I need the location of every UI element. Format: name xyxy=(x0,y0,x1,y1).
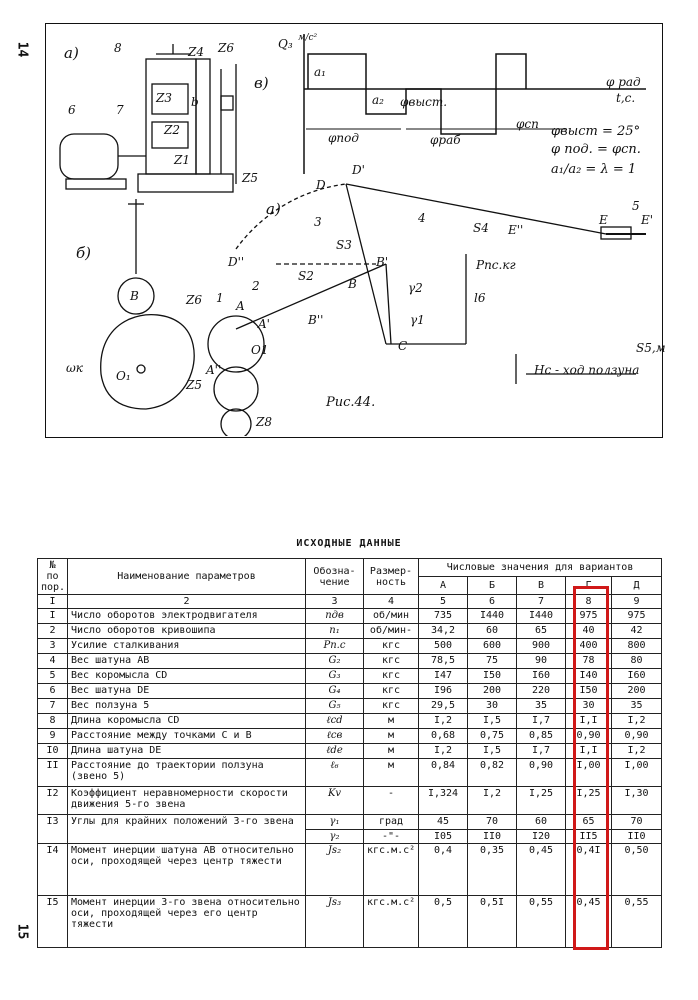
label-z2: Z2 xyxy=(164,123,180,137)
label-z4: Z4 xyxy=(188,45,204,59)
row-value: 900 xyxy=(517,639,566,654)
row-num: 8 xyxy=(38,714,68,729)
header-num: № по пор. xyxy=(38,559,68,595)
row-value: I,I xyxy=(566,744,612,759)
row-unit: кгс xyxy=(364,654,419,669)
graph-axis-units: м/с² xyxy=(298,33,318,43)
row-name: Вес шатуна DE xyxy=(68,684,306,699)
row-unit: кгс xyxy=(364,639,419,654)
row-symbol: G₃ xyxy=(306,669,364,684)
label-gamma1: γ1 xyxy=(410,313,425,327)
graph-a2: a₂ xyxy=(372,93,384,107)
row-unit: об/мин- xyxy=(364,624,419,639)
colnum-7: 7 xyxy=(517,595,566,609)
label-z3: Z3 xyxy=(156,91,172,105)
row-value: 0,90 xyxy=(517,759,566,787)
row-symbol: n₁ xyxy=(306,624,364,639)
panel-a-mech-label: а) xyxy=(266,200,281,218)
table-row xyxy=(38,669,662,684)
panel-a-top-label: а) xyxy=(64,44,79,62)
row-value: I05 xyxy=(419,830,468,844)
row-num: I5 xyxy=(38,896,68,948)
row-value: 35 xyxy=(517,699,566,714)
label-D2: D'' xyxy=(228,255,245,269)
row-value: 34,2 xyxy=(419,624,468,639)
row-value: I,7 xyxy=(517,744,566,759)
variant-a: А xyxy=(419,577,468,595)
condition-1: φвыст = 25° xyxy=(551,124,641,139)
label-1: 1 xyxy=(216,291,224,305)
row-num: I2 xyxy=(38,787,68,815)
row-value: I,2 xyxy=(612,714,662,729)
row-value: I50 xyxy=(566,684,612,699)
row-num: 3 xyxy=(38,639,68,654)
row-symbol: Js₂ xyxy=(306,844,364,896)
row-value: 0,50 xyxy=(612,844,662,896)
variant-d: Д xyxy=(612,577,662,595)
row-name: Усилие сталкивания xyxy=(68,639,306,654)
row-value: 60 xyxy=(468,624,517,639)
colnum-6: 6 xyxy=(468,595,517,609)
row-value: 0,35 xyxy=(468,844,517,896)
table-row xyxy=(38,844,662,896)
label-E: E xyxy=(599,213,608,227)
row-value: 29,5 xyxy=(419,699,468,714)
row-unit: кгс xyxy=(364,684,419,699)
row-value: 78,5 xyxy=(419,654,468,669)
row-value: 65 xyxy=(517,624,566,639)
header-unit: Размер- ность xyxy=(364,559,419,595)
row-value: 0,85 xyxy=(517,729,566,744)
graph-phi-sp: φсп xyxy=(516,117,539,131)
colnum-5: 5 xyxy=(419,595,468,609)
condition-3: a₁/a₂ = λ = 1 xyxy=(551,162,637,177)
graph-phi-axis: φ рад xyxy=(606,75,641,89)
colnum-4: 4 xyxy=(364,595,419,609)
variant-g: Г xyxy=(566,577,612,595)
row-value: 45 xyxy=(419,815,468,830)
row-symbol: ℓcв xyxy=(306,729,364,744)
label-2: 2 xyxy=(252,279,260,293)
row-unit: -"- xyxy=(364,830,419,844)
row-value: I47 xyxy=(419,669,468,684)
row-num: I0 xyxy=(38,744,68,759)
label-4: 4 xyxy=(418,211,426,225)
header-row xyxy=(38,559,662,577)
row-value: 200 xyxy=(468,684,517,699)
row-value: I50 xyxy=(468,669,517,684)
label-S5: S5,м xyxy=(636,341,666,355)
row-value: 0,82 xyxy=(468,759,517,787)
row-unit: град xyxy=(364,815,419,830)
row-value: 400 xyxy=(566,639,612,654)
label-Z8: Z8 xyxy=(256,415,272,429)
row-value: I,00 xyxy=(566,759,612,787)
row-value: 600 xyxy=(468,639,517,654)
row-num: 4 xyxy=(38,654,68,669)
row-value: 80 xyxy=(612,654,662,669)
row-value: 200 xyxy=(612,684,662,699)
row-value: I,2 xyxy=(419,744,468,759)
row-num: 7 xyxy=(38,699,68,714)
cam-b-label: B xyxy=(130,289,139,303)
row-name: Момент инерции шатуна AB относительно оси, проходящей через центр тяжести xyxy=(68,844,306,896)
row-name: Вес коромысла CD xyxy=(68,669,306,684)
row-unit: - xyxy=(364,787,419,815)
row-value: I,7 xyxy=(517,714,566,729)
table-row xyxy=(38,815,662,830)
row-name: Вес шатуна AB xyxy=(68,654,306,669)
row-value: 30 xyxy=(566,699,612,714)
row-value: 0,4 xyxy=(419,844,468,896)
variant-b: Б xyxy=(468,577,517,595)
label-D: D xyxy=(316,178,326,192)
label-E2: E'' xyxy=(508,223,524,237)
label-z6: Z6 xyxy=(218,41,234,55)
table-row xyxy=(38,624,662,639)
highlight-box xyxy=(573,586,609,950)
row-value: 800 xyxy=(612,639,662,654)
row-name: Углы для крайних положений 3-го звена xyxy=(68,815,306,844)
row-value: 0,55 xyxy=(612,896,662,948)
label-l6: l6 xyxy=(474,291,486,305)
table-row xyxy=(38,639,662,654)
row-num: I3 xyxy=(38,815,68,844)
row-value: I,2 xyxy=(468,787,517,815)
cam-mechanism xyxy=(101,199,194,409)
label-B2: B'' xyxy=(308,313,324,327)
table-title: ИСХОДНЫЕ ДАННЫЕ xyxy=(296,538,402,549)
label-D1: D' xyxy=(352,163,365,177)
row-num: 2 xyxy=(38,624,68,639)
row-unit: кгс xyxy=(364,699,419,714)
label-z5: Z5 xyxy=(242,171,258,185)
row-name: Число оборотов электродвигателя xyxy=(68,609,306,624)
label-E1: E' xyxy=(641,213,654,227)
row-name: Момент инерции 3-го звена относительно оси, проходящей через его центр тяжести xyxy=(68,896,306,948)
row-symbol: G₂ xyxy=(306,654,364,669)
row-value: 220 xyxy=(517,684,566,699)
table-row xyxy=(38,896,662,948)
table-row xyxy=(38,787,662,815)
panel-v-label: в) xyxy=(254,74,269,92)
label-5: 5 xyxy=(632,199,640,213)
table-row xyxy=(38,744,662,759)
row-name: Вес ползуна 5 xyxy=(68,699,306,714)
row-value: 0,45 xyxy=(517,844,566,896)
row-num: II xyxy=(38,759,68,787)
row-value: 40 xyxy=(566,624,612,639)
panel-b-label: б) xyxy=(76,244,92,262)
row-value: 65 xyxy=(566,815,612,830)
row-value: II0 xyxy=(468,830,517,844)
row-value: 60 xyxy=(517,815,566,830)
row-value: 0,90 xyxy=(612,729,662,744)
row-value: I,5 xyxy=(468,714,517,729)
row-name: Расстояние между точками C и B xyxy=(68,729,306,744)
row-value: I,324 xyxy=(419,787,468,815)
row-value: 0,5I xyxy=(468,896,517,948)
row-value: I,5 xyxy=(468,744,517,759)
row-num: I4 xyxy=(38,844,68,896)
table-row xyxy=(38,684,662,699)
row-value: I20 xyxy=(517,830,566,844)
row-unit: м xyxy=(364,714,419,729)
row-value: 0,4I xyxy=(566,844,612,896)
row-name: Расстояние до траектории ползуна (звено 5) xyxy=(68,759,306,787)
label-Z6: Z6 xyxy=(186,293,202,307)
row-value: II0 xyxy=(612,830,662,844)
label-S4: S4 xyxy=(473,221,489,235)
graph-phi-pod: φпод xyxy=(328,131,359,145)
condition-2: φ под. = φсп. xyxy=(551,142,641,157)
row-value: I,30 xyxy=(612,787,662,815)
table-row xyxy=(38,609,662,624)
row-symbol: ℓ₆ xyxy=(306,759,364,787)
graph-phi-vyst: φвыст. xyxy=(400,95,448,109)
row-value: 35 xyxy=(612,699,662,714)
row-value: 42 xyxy=(612,624,662,639)
colnum-3: 3 xyxy=(306,595,364,609)
row-unit: об/мин xyxy=(364,609,419,624)
row-unit: кгс.м.с² xyxy=(364,844,419,896)
row-symbol: nдв xyxy=(306,609,364,624)
row-value: II5 xyxy=(566,830,612,844)
label-O1: O1 xyxy=(251,343,269,357)
row-unit: кгс.м.с² xyxy=(364,896,419,948)
row-value: 0,45 xyxy=(566,896,612,948)
table-row xyxy=(38,759,662,787)
label-A1: A' xyxy=(258,317,270,331)
row-value: I440 xyxy=(517,609,566,624)
label-gamma2: γ2 xyxy=(408,281,423,295)
omega-label: ωк xyxy=(66,361,83,375)
row-value: I,2 xyxy=(419,714,468,729)
graph-t-axis: t,c. xyxy=(616,91,636,105)
header-values: Числовые значения для вариантов xyxy=(419,559,662,577)
table-row xyxy=(38,729,662,744)
header-name: Наименование параметров xyxy=(68,559,306,595)
row-value: I440 xyxy=(468,609,517,624)
row-symbol: G₅ xyxy=(306,699,364,714)
row-value: 735 xyxy=(419,609,468,624)
graph-phi-rab: φраб xyxy=(430,133,461,147)
label-stroke: Hс - ход ползуна xyxy=(534,363,640,377)
row-unit: кгс xyxy=(364,669,419,684)
colnum-9: 9 xyxy=(612,595,662,609)
page-number-bottom: 15 xyxy=(14,923,30,940)
graph-axis-q: Q₃ xyxy=(278,37,293,51)
row-unit: м xyxy=(364,729,419,744)
label-Z5: Z5 xyxy=(186,378,202,392)
colnum-8: 8 xyxy=(566,595,612,609)
table-row xyxy=(38,714,662,729)
row-unit: м xyxy=(364,744,419,759)
row-value: 0,55 xyxy=(517,896,566,948)
row-value: I60 xyxy=(612,669,662,684)
row-value: 90 xyxy=(517,654,566,669)
drive-unit xyxy=(60,41,236,192)
row-value: I60 xyxy=(517,669,566,684)
label-S2: S2 xyxy=(298,269,314,283)
row-num: I xyxy=(38,609,68,624)
figure-caption: Рис.44. xyxy=(326,395,376,410)
row-value: I,2 xyxy=(612,744,662,759)
row-value: 0,5 xyxy=(419,896,468,948)
label-S3: S3 xyxy=(336,238,352,252)
row-value: I,I xyxy=(566,714,612,729)
row-symbol: ℓcd xyxy=(306,714,364,729)
label-z1: Z1 xyxy=(174,153,190,167)
header-symbol: Обозна- чение xyxy=(306,559,364,595)
row-value: 975 xyxy=(612,609,662,624)
row-name: Длина шатуна DE xyxy=(68,744,306,759)
row-value: I,25 xyxy=(566,787,612,815)
label-A2: A'' xyxy=(206,363,222,377)
label-B1: B' xyxy=(376,255,389,269)
row-value: 70 xyxy=(612,815,662,830)
row-symbol: γ₁ xyxy=(306,815,364,830)
cam-o1-label: O₁ xyxy=(116,369,131,383)
row-value: 70 xyxy=(468,815,517,830)
graph-a1: a₁ xyxy=(314,65,326,79)
label-8: 8 xyxy=(114,41,122,55)
linkage-mechanism xyxy=(208,184,646,436)
label-A: A xyxy=(236,299,245,313)
row-num: 6 xyxy=(38,684,68,699)
figure-frame xyxy=(45,23,666,438)
row-num: 5 xyxy=(38,669,68,684)
row-name: Число оборотов кривошипа xyxy=(68,624,306,639)
row-value: 0,84 xyxy=(419,759,468,787)
label-3: 3 xyxy=(314,215,322,229)
row-value: 0,75 xyxy=(468,729,517,744)
row-name: Длина коромысла CD xyxy=(68,714,306,729)
row-value: I40 xyxy=(566,669,612,684)
row-unit: м xyxy=(364,759,419,787)
label-6: 6 xyxy=(68,103,76,117)
row-num: 9 xyxy=(38,729,68,744)
row-value: 75 xyxy=(468,654,517,669)
parameters-table xyxy=(37,558,662,948)
label-Ppckz: Pпс.кг xyxy=(476,258,516,272)
row-value: 500 xyxy=(419,639,468,654)
row-symbol: G₄ xyxy=(306,684,364,699)
row-symbol: Js₃ xyxy=(306,896,364,948)
table-row xyxy=(38,654,662,669)
colnum-2: 2 xyxy=(68,595,306,609)
row-name: Коэффициент неравномерности скорости движения 5-го звена xyxy=(68,787,306,815)
label-b: b xyxy=(191,95,199,109)
row-symbol: Kv xyxy=(306,787,364,815)
colnum-1: I xyxy=(38,595,68,609)
row-symbol: ℓde xyxy=(306,744,364,759)
label-7: 7 xyxy=(116,103,124,117)
row-value: 30 xyxy=(468,699,517,714)
label-C: C xyxy=(398,339,408,353)
row-symbol: Pп.с xyxy=(306,639,364,654)
page-number-top: 14 xyxy=(14,41,30,58)
row-value: I,25 xyxy=(517,787,566,815)
label-B: B xyxy=(348,277,357,291)
table-row xyxy=(38,699,662,714)
variant-v: В xyxy=(517,577,566,595)
row-value: I,00 xyxy=(612,759,662,787)
row-value: 0,68 xyxy=(419,729,468,744)
column-number-row xyxy=(38,595,662,609)
row-value: 975 xyxy=(566,609,612,624)
row-value: 78 xyxy=(566,654,612,669)
row-value: I96 xyxy=(419,684,468,699)
row-value: 0,90 xyxy=(566,729,612,744)
row-symbol: γ₂ xyxy=(306,830,364,844)
